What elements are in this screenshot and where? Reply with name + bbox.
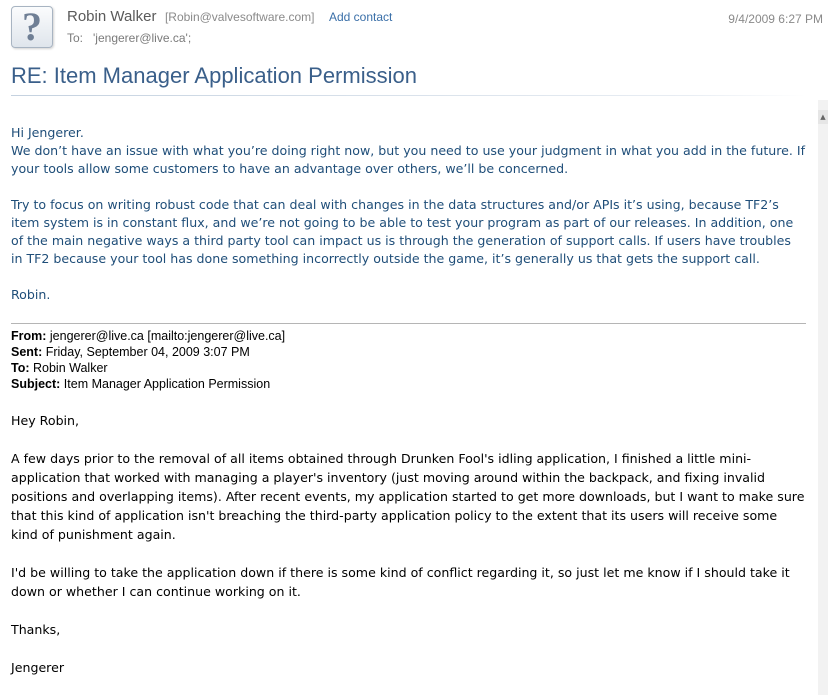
quoted-message-body <box>11 411 806 696</box>
quoted-signature: Jengerer <box>11 660 65 675</box>
reply-signature: Robin. <box>11 287 51 302</box>
quoted-subject-label: Subject: <box>11 377 61 391</box>
reply-text: We don’t have an issue with what you’re doing right now, but you need to use your judgment in what you add in the future. If your tools allow some customers to have an advantage over others, we’ll be concerned. <box>11 143 806 176</box>
reply-greeting: Hi Jengerer. <box>11 125 84 140</box>
quoted-to-row <box>11 360 285 376</box>
sent-date: 9/4/2009 6:27 PM <box>728 12 823 26</box>
quoted-sent-value: Friday, September 04, 2009 3:07 PM <box>45 345 250 359</box>
quoted-to-value: Robin Walker <box>33 361 108 375</box>
to-label: To: <box>67 31 84 45</box>
quoted-subject-value: Item Manager Application Permission <box>63 377 271 391</box>
sender-email: [Robin@valvesoftware.com] <box>164 10 315 24</box>
quoted-paragraph: I'd be willing to take the application down if there is some kind of conflict regarding it, so just let me know if I should take it down or whether I can continue working on it. <box>11 565 790 599</box>
reply-body <box>11 124 806 304</box>
quoted-message-header <box>11 328 285 392</box>
contact-avatar[interactable] <box>11 6 53 48</box>
vertical-scrollbar[interactable] <box>818 100 828 695</box>
scroll-up-icon[interactable]: ▲ <box>818 110 828 124</box>
sender-line <box>67 8 392 26</box>
quoted-message-divider <box>11 323 806 324</box>
quoted-greeting: Hey Robin, <box>11 413 80 428</box>
unknown-contact-icon: ? <box>22 4 42 49</box>
quoted-subject-row <box>11 376 285 392</box>
reply-paragraph: Try to focus on writing robust code that can deal with changes in the data structures and/or APIs it’s using, because TF2’s item system is in constant flux, and we’re not going to be able to test your program as part of our releases. In addition, one of the main negative ways a third party tool can impact us is through the generation of support calls. If users have troubles in TF2 because your tool has done something incorrectly outside the game, it’s generally us that gets the support call. <box>11 197 794 266</box>
recipient-line <box>67 31 191 45</box>
quoted-to-label: To: <box>11 361 30 375</box>
quoted-sent-row <box>11 344 285 360</box>
add-contact-link[interactable]: Add contact <box>328 10 393 24</box>
quoted-from-value: jengerer@live.ca [mailto:jengerer@live.ca] <box>49 329 286 343</box>
reply-paragraph <box>11 124 806 178</box>
email-subject: RE: Item Manager Application Permission <box>11 63 417 88</box>
quoted-closing: Thanks, <box>11 622 61 637</box>
recipient-address[interactable]: 'jengerer@live.ca'; <box>93 31 192 45</box>
sender-name[interactable]: Robin Walker <box>67 8 157 25</box>
subject-divider <box>11 95 806 96</box>
quoted-from-row <box>11 328 285 344</box>
quoted-paragraph: A few days prior to the removal of all items obtained through Drunken Fool's idling application, I finished a little mini-application that worked with managing a player's inventory (just moving around within the backpack, and fixing invalid positions and overlapping items). After recent events, my application started to get more downloads, but I want to make sure that this kind of application isn't breaching the third-party application policy to the extent that its users will receive some kind of punishment again. <box>11 451 805 542</box>
quoted-from-label: From: <box>11 329 47 343</box>
quoted-sent-label: Sent: <box>11 345 43 359</box>
